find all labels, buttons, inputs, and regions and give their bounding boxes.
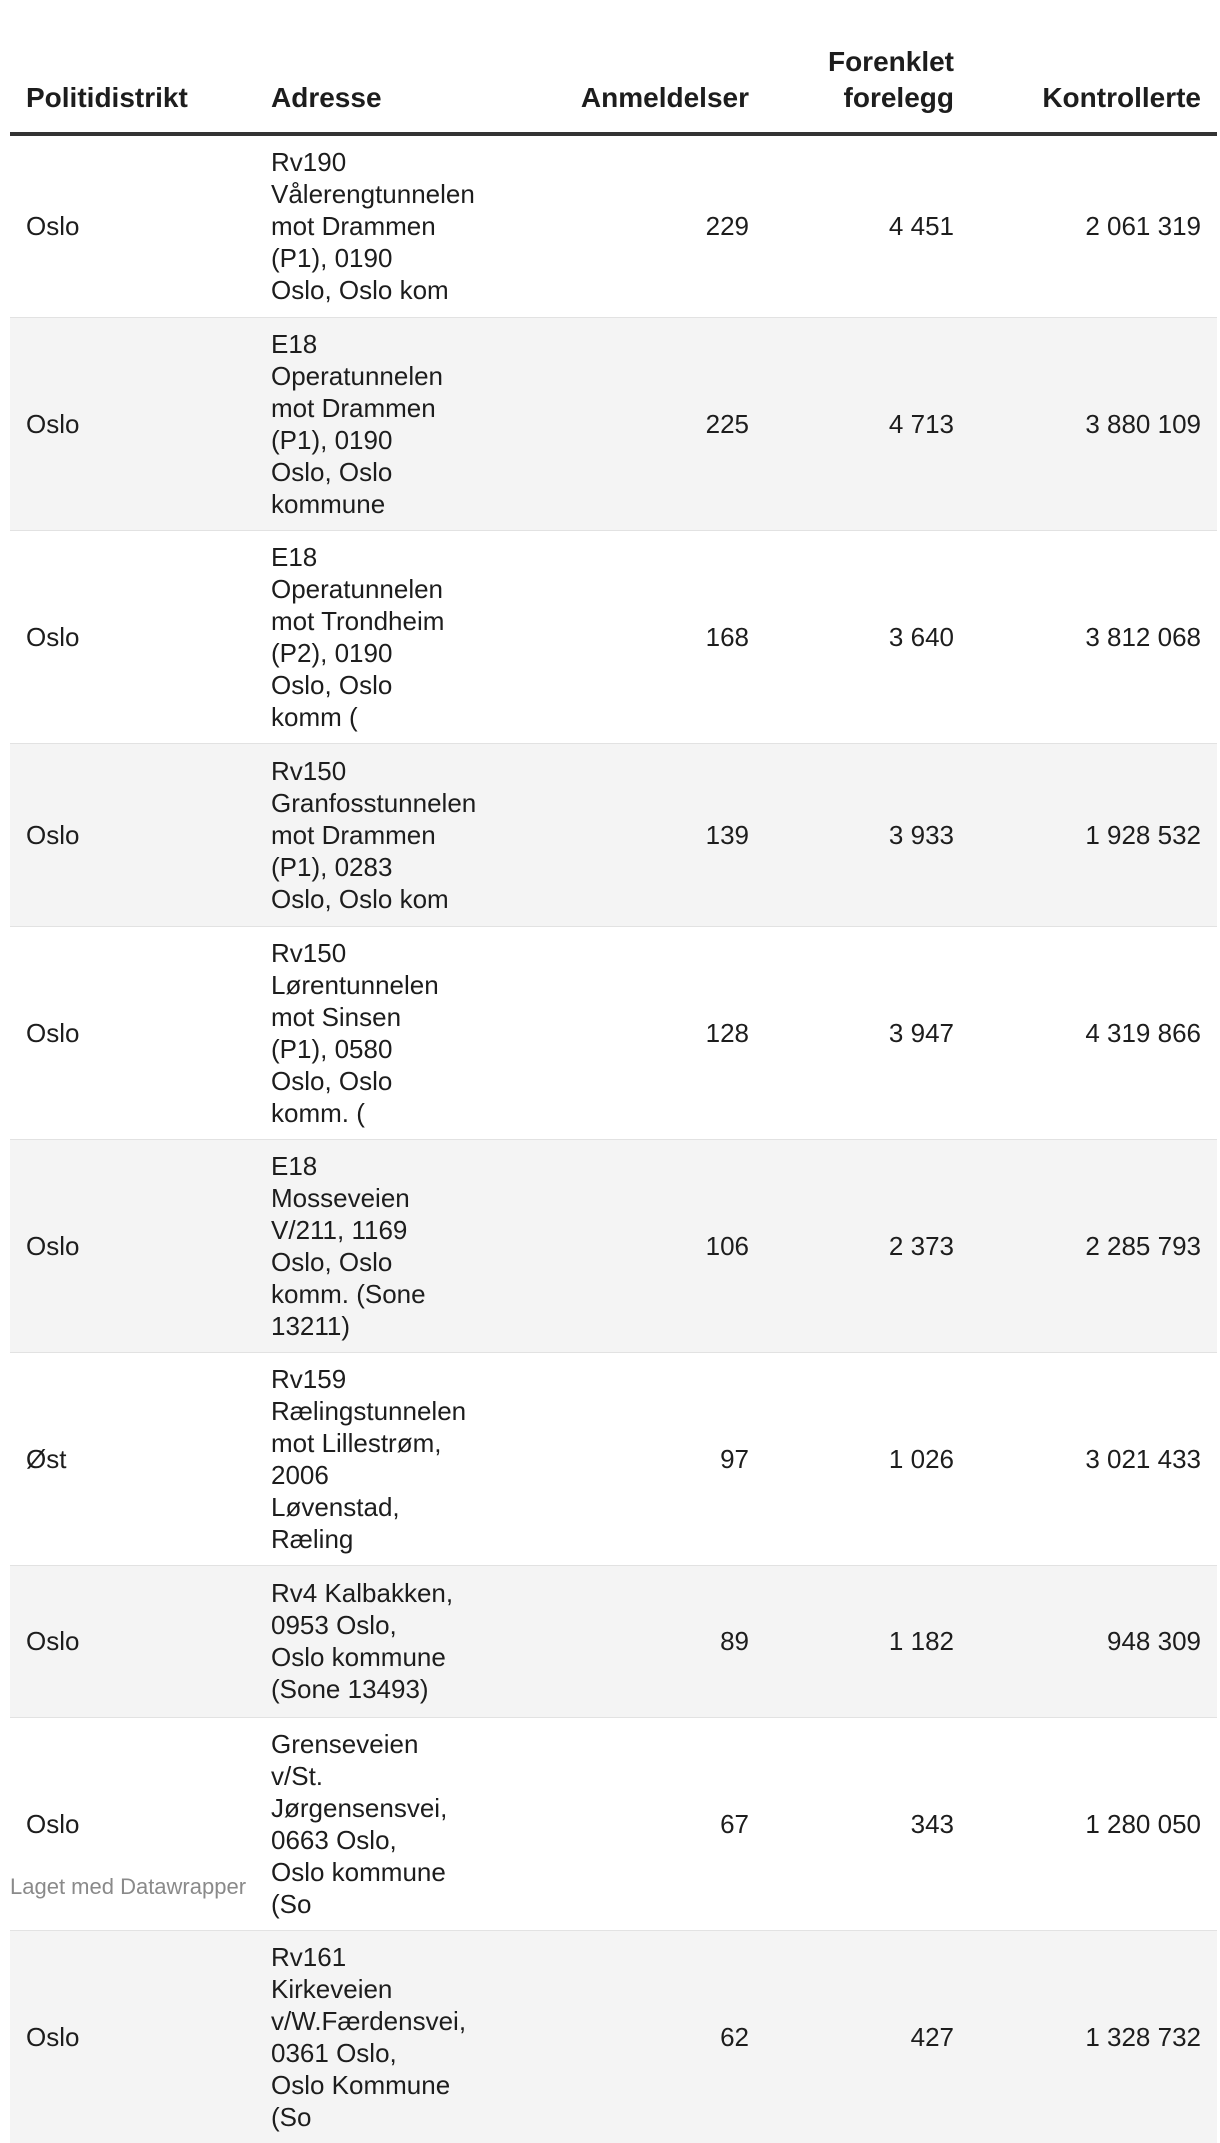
cell-adresse: Rv4 Kalbakken, 0953 Oslo, Oslo kommune (Sone 13493) [255, 1565, 515, 1717]
cell-kontrollerte: 2 285 793 [970, 1139, 1217, 1352]
cell-anmeldelser: 229 [515, 134, 765, 317]
cell-politidistrikt: Oslo [10, 134, 255, 317]
column-header-politidistrikt[interactable]: Politidistrikt [10, 0, 255, 134]
cell-anmeldelser: 62 [720, 2021, 749, 2052]
cell-politidistrikt: Oslo [10, 1717, 255, 1930]
cell-politidistrikt: Oslo [10, 1139, 255, 1352]
table-row [10, 1565, 1217, 1717]
cell-politidistrikt: Oslo [10, 1565, 255, 1717]
cell-forenklet-forelegg: 4 451 [765, 134, 970, 317]
cell-forenklet-forelegg: 3 933 [765, 743, 970, 926]
column-header-forenklet-forelegg-label: Forenklet forelegg [827, 46, 954, 113]
cell-anmeldelser: 67 [515, 1717, 765, 1930]
cell-adresse: Grenseveien v/St. Jørgensensvei, 0663 Oslo, Oslo kommune (So [255, 1717, 515, 1930]
cell-forenklet-forelegg: 2 373 [765, 1139, 970, 1352]
table-row [10, 134, 1217, 317]
cell-anmeldelser: 106 [515, 1139, 765, 1352]
table-row [10, 1352, 1217, 1565]
cell-kontrollerte: 1 328 732 [1085, 2021, 1201, 2052]
cell-forenklet-forelegg: 3 947 [765, 926, 970, 1139]
cell-politidistrikt: Oslo [10, 530, 255, 743]
table-row [10, 1139, 1217, 1352]
datawrapper-credit[interactable]: Laget med Datawrapper [10, 1874, 247, 1899]
cell-kontrollerte: 4 319 866 [970, 926, 1217, 1139]
cell-kontrollerte: 948 309 [970, 1565, 1217, 1717]
column-header-forenklet-forelegg[interactable] [765, 0, 970, 134]
cell-kontrollerte: 3 812 068 [970, 530, 1217, 743]
table-row [10, 1930, 1217, 2143]
cell-politidistrikt: Oslo [26, 2021, 80, 2052]
cell-politidistrikt: Oslo [10, 317, 255, 530]
cell-forenklet-forelegg: 4 713 [765, 317, 970, 530]
cell-anmeldelser: 89 [515, 1565, 765, 1717]
table-header [10, 0, 1217, 134]
column-header-anmeldelser[interactable]: Anmeldelser [515, 0, 765, 134]
cell-politidistrikt: Øst [10, 1352, 255, 1565]
cell-politidistrikt: Oslo [10, 743, 255, 926]
column-header-adresse[interactable]: Adresse [255, 0, 515, 134]
data-table [10, 0, 1217, 2143]
cell-anmeldelser: 168 [515, 530, 765, 743]
cell-forenklet-forelegg: 3 640 [765, 530, 970, 743]
cell-forenklet-forelegg: 343 [765, 1717, 970, 1930]
cell-kontrollerte: 1 928 532 [970, 743, 1217, 926]
cell-forenklet-forelegg: 1 026 [765, 1352, 970, 1565]
column-header-kontrollerte[interactable]: Kontrollerte [970, 0, 1217, 134]
cell-adresse: E18 Operatunnelen mot Drammen (P1), 0190 Oslo, Oslo kommune [255, 317, 515, 530]
cell-adresse: Rv150 Lørentunnelen mot Sinsen (P1), 0580 Oslo, Oslo komm. ( [255, 926, 515, 1139]
cell-adresse: Rv161 Kirkeveien v/W.Færdensvei, 0361 Oslo, Oslo Kommune (So [271, 1941, 467, 2132]
cell-adresse: Rv190 Vålerengtunnelen mot Drammen (P1), 0190 Oslo, Oslo kom [255, 134, 515, 317]
cell-politidistrikt: Oslo [10, 926, 255, 1139]
table-row [10, 926, 1217, 1139]
table-row [10, 530, 1217, 743]
cell-anmeldelser: 97 [515, 1352, 765, 1565]
cell-anmeldelser: 128 [515, 926, 765, 1139]
cell-kontrollerte: 3 021 433 [970, 1352, 1217, 1565]
cell-anmeldelser: 225 [515, 317, 765, 530]
cell-adresse: E18 Mosseveien V/211, 1169 Oslo, Oslo komm. (Sone 13211) [255, 1139, 515, 1352]
table-body [10, 134, 1217, 2143]
data-table-container [10, 0, 1217, 2143]
table-row [10, 317, 1217, 530]
header-row [10, 0, 1217, 134]
cell-kontrollerte: 3 880 109 [970, 317, 1217, 530]
cell-anmeldelser: 139 [515, 743, 765, 926]
table-row [10, 743, 1217, 926]
cell-kontrollerte: 1 280 050 [970, 1717, 1217, 1930]
cell-forenklet-forelegg: 427 [910, 2021, 954, 2052]
cell-adresse: Rv159 Rælingstunnelen mot Lillestrøm, 2006 Løvenstad, Ræling [255, 1352, 515, 1565]
cell-forenklet-forelegg: 1 182 [765, 1565, 970, 1717]
cell-adresse: Rv150 Granfosstunnelen mot Drammen (P1), 0283 Oslo, Oslo kom [255, 743, 515, 926]
cell-adresse: E18 Operatunnelen mot Trondheim (P2), 0190 Oslo, Oslo komm ( [255, 530, 515, 743]
cell-kontrollerte: 2 061 319 [970, 134, 1217, 317]
